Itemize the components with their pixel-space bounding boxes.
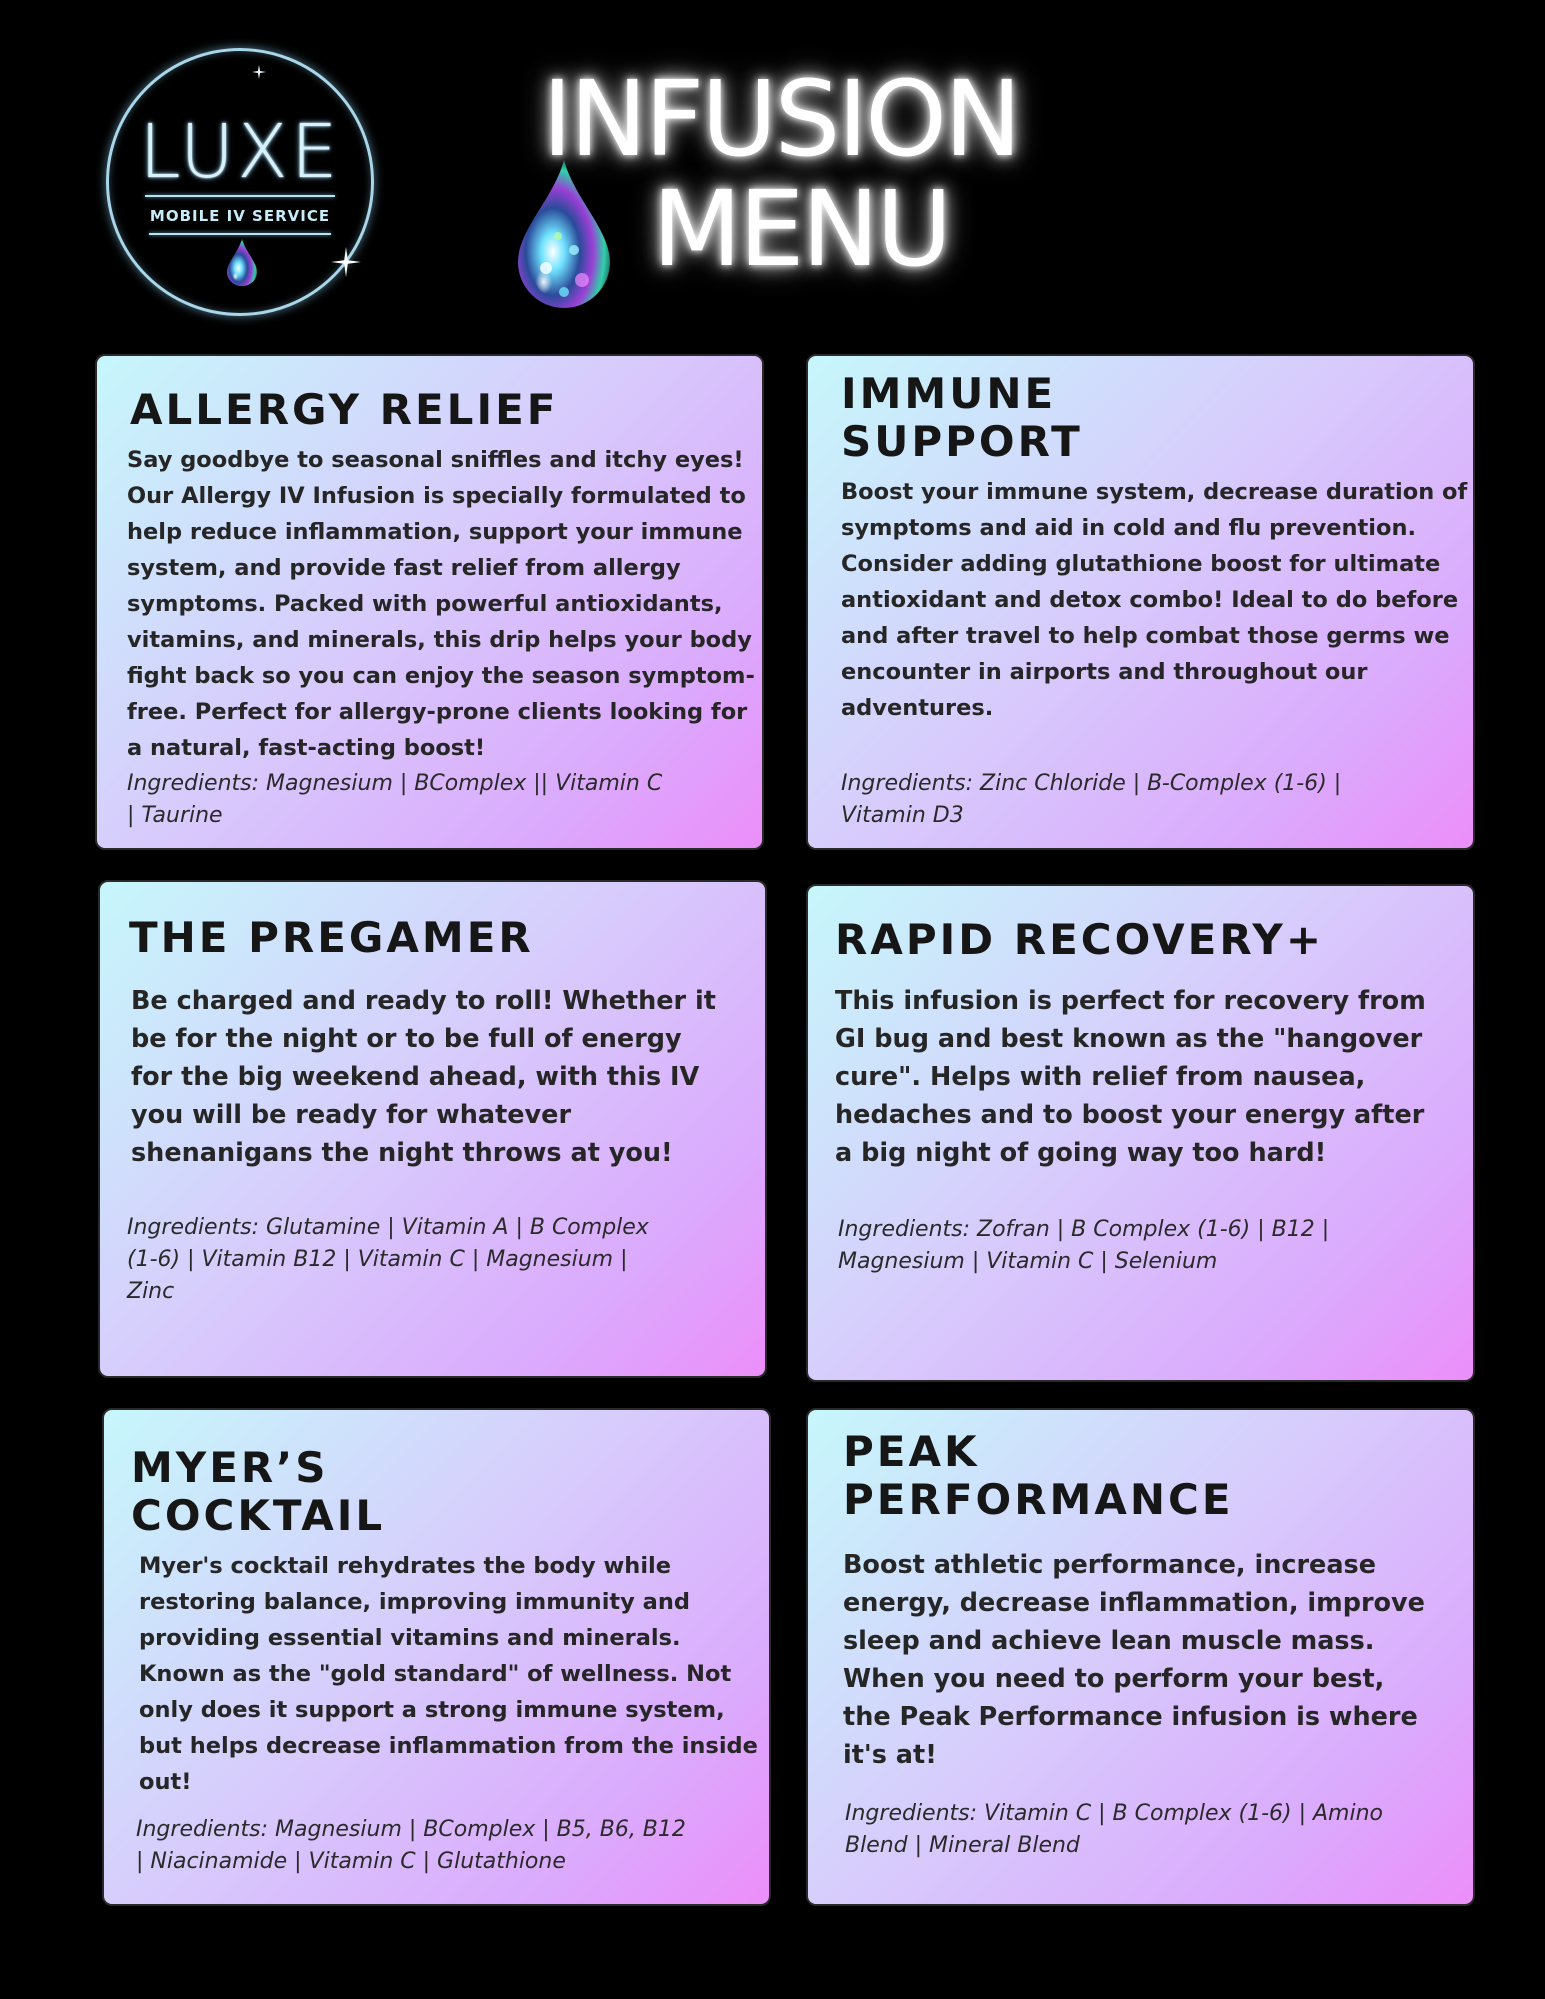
card-title: PEAK PERFORMANCE bbox=[843, 1427, 1234, 1524]
brand-logo bbox=[106, 48, 374, 316]
card-description: Myer's cocktail rehydrates the body while restoring balance, improving immunity and providing essential vitamins and minerals. Known as the "gold standard" of wellness. Not only does it support a strong immune system, but helps decrease inflammation from the inside out! bbox=[139, 1553, 758, 1795]
logo-divider bbox=[149, 233, 331, 235]
card-title: IMMUNE SUPPORT bbox=[841, 369, 1083, 466]
logo-divider bbox=[145, 195, 335, 197]
card-description: Say goodbye to seasonal sniffles and itchy eyes! Our Allergy IV Infusion is specially formulated to help reduce inflammation, support your immune system, and provide fast relief from allergy symptoms. Packed with powerful antioxidants, vitamins, and minerals, this drip helps your body fight back so you can enjoy the season symptom- free. Perfect for allergy-prone clients looking for a natural, fast-acting boost! bbox=[127, 447, 755, 761]
card-ingredients: Ingredients: Vitamin C | B Complex (1-6) | Amino Blend | Mineral Blend bbox=[845, 1801, 1383, 1858]
card-description: Boost your immune system, decrease duration of symptoms and aid in cold and flu prevention. Consider adding glutathione boost for ultimate antioxidant and detox combo! Ideal to do before and after travel to help combat those germs we encounter in airports and throughout our adventures. bbox=[841, 479, 1468, 721]
card-description: Be charged and ready to roll! Whether it be for the night or to be full of energy for the big weekend ahead, with this IV you will be ready for whatever shenanigans the night throws at you! bbox=[131, 986, 716, 1168]
card-ingredients: Ingredients: Magnesium | BComplex || Vitamin C | Taurine bbox=[127, 771, 663, 828]
infusion-card-allergy-relief bbox=[95, 354, 764, 850]
card-title: THE PREGAMER bbox=[129, 913, 534, 962]
infusion-card-the-pregamer bbox=[98, 880, 767, 1378]
card-description: Boost athletic performance, increase energy, decrease inflammation, improve sleep and achieve lean muscle mass. When you need to perform your best, the Peak Performance infusion is where it's at! bbox=[843, 1550, 1425, 1770]
sparkle-icon bbox=[331, 247, 361, 277]
iv-drop-icon bbox=[516, 158, 612, 312]
card-ingredients: Ingredients: Glutamine | Vitamin A | B Complex (1-6) | Vitamin B12 | Vitamin C | Magnesium | Zinc bbox=[127, 1215, 649, 1304]
card-title: ALLERGY RELIEF bbox=[130, 385, 559, 434]
card-description: This infusion is perfect for recovery from GI bug and best known as the "hangover cure". Helps with relief from nausea, hedaches and to boost your energy after a big night of going way too hard! bbox=[835, 986, 1426, 1168]
logo-tagline: MOBILE IV SERVICE bbox=[149, 207, 331, 225]
card-title: RAPID RECOVERY+ bbox=[835, 915, 1325, 964]
infusion-card-myers-cocktail bbox=[102, 1408, 771, 1906]
card-ingredients: Ingredients: Magnesium | BComplex | B5, B6, B12 | Niacinamide | Vitamin C | Glutathione bbox=[136, 1817, 686, 1874]
iv-drop-icon bbox=[225, 237, 259, 287]
infusion-card-immune-support bbox=[806, 354, 1475, 850]
infusion-card-rapid-recovery bbox=[806, 884, 1475, 1382]
page-title-line2: MENU bbox=[652, 168, 950, 290]
logo-brand-text: LUXE bbox=[139, 109, 341, 195]
card-title: MYER’S COCKTAIL bbox=[131, 1443, 386, 1540]
infusion-card-peak-performance bbox=[806, 1408, 1475, 1906]
card-ingredients: Ingredients: Zinc Chloride | B-Complex (1-6) | Vitamin D3 bbox=[841, 771, 1342, 828]
sparkle-icon bbox=[252, 65, 266, 79]
card-ingredients: Ingredients: Zofran | B Complex (1-6) | B12 | Magnesium | Vitamin C | Selenium bbox=[838, 1217, 1330, 1274]
page-title-line1: INFUSION bbox=[542, 58, 1019, 180]
